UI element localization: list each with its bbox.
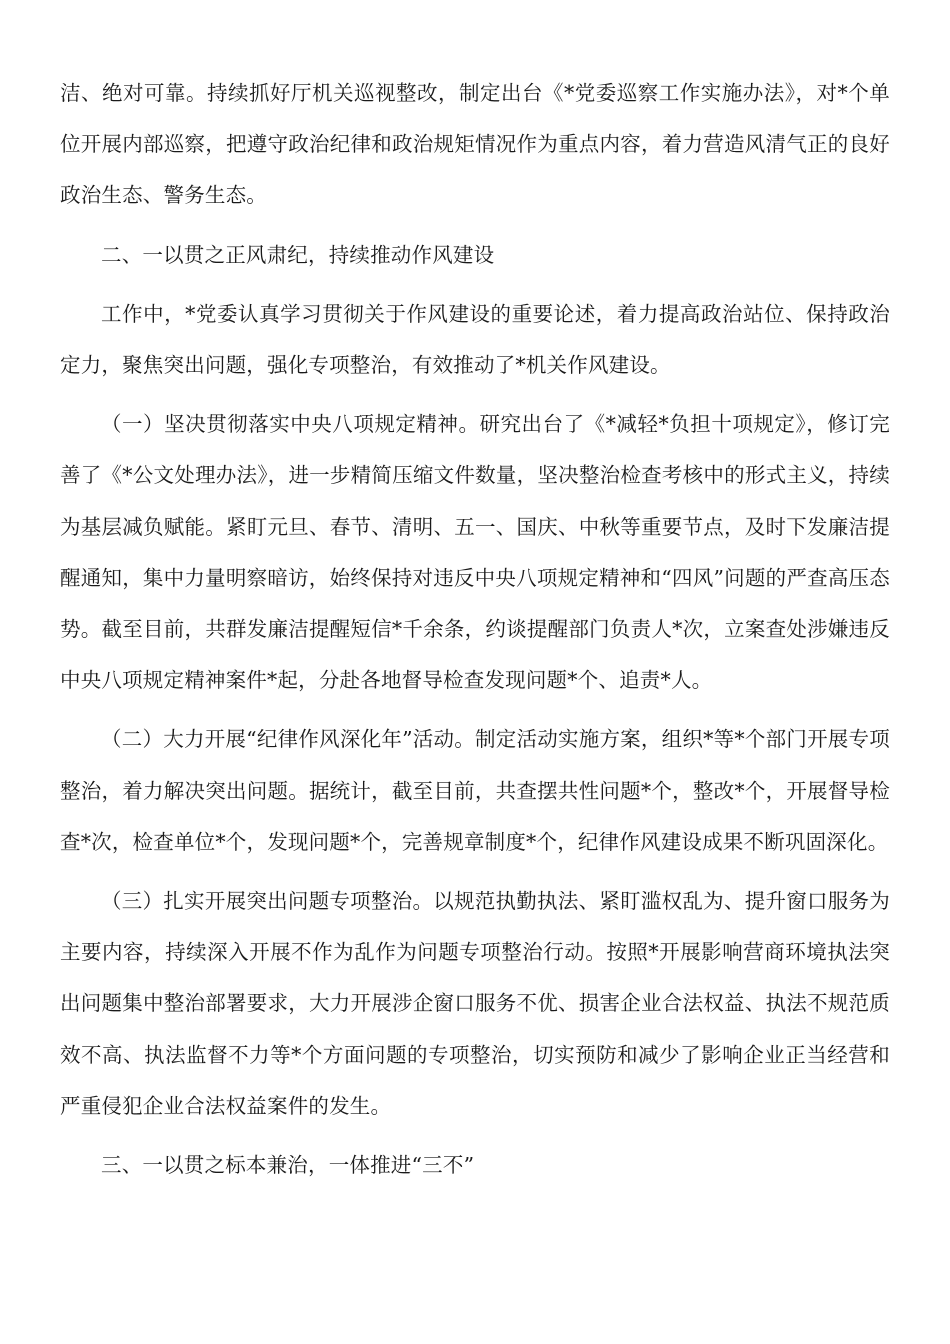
paragraph-item-2: （二）大力开展“纪律作风深化年”活动。制定活动实施方案，组织*等*个部门开展专项整治，着力解决突出问题。据统计，截至目前，共查摆共性问题*个，整改*个，开展督导检查*次，检查单位*个，发现问题*个，完善规章制度*个，纪律作风建设成果不断巩固深化。 — [60, 727, 890, 854]
document-body — [60, 68, 890, 1199]
paragraph-item-3: （三）扎实开展突出问题专项整治。以规范执勤执法、紧盯滥权乱为、提升窗口服务为主要内容，持续深入开展不作为乱作为问题专项整治行动。按照*开展影响营商环境执法突出问题集中整治部署要求，大力开展涉企窗口服务不优、损害企业合法权益、执法不规范质效不高、执法监督不力等*个方面问题的专项整治，切实预防和减少了影响企业正当经营和严重侵犯企业合法权益案件的发生。 — [60, 889, 890, 1118]
section-heading-3: 三、一以贯之标本兼治，一体推进“三不” — [101, 1153, 475, 1178]
paragraph-continuation: 洁、绝对可靠。持续抓好厅机关巡视整改，制定出台《*党委巡察工作实施办法》，对*个单位开展内部巡察，把遵守政治纪律和政治规矩情况作为重点内容，着力营造风清气正的良好政治生态、警务生态。 — [60, 81, 890, 208]
paragraph-intro: 工作中，*党委认真学习贯彻关于作风建设的重要论述，着力提高政治站位、保持政治定力，聚焦突出问题，强化专项整治，有效推动了*机关作风建设。 — [60, 301, 890, 378]
paragraph-item-1: （一）坚决贯彻落实中央八项规定精神。研究出台了《*减轻*负担十项规定》，修订完善了《*公文处理办法》，进一步精简压缩文件数量，坚决整治检查考核中的形式主义，持续为基层减负赋能。紧盯元旦、春节、清明、五一、国庆、中秋等重要节点，及时下发廉洁提醒通知，集中力量明察暗访，始终保持对违反中央八项规定精神和“四风”问题的严查高压态势。截至目前，共群发廉洁提醒短信*千余条，约谈提醒部门负责人*次，立案查处涉嫌违反中央八项规定精神案件*起，分赴各地督导检查发现问题*个、追责*人。 — [60, 412, 890, 693]
section-heading-2: 二、一以贯之正风肃纪，持续推动作风建设 — [101, 242, 495, 267]
